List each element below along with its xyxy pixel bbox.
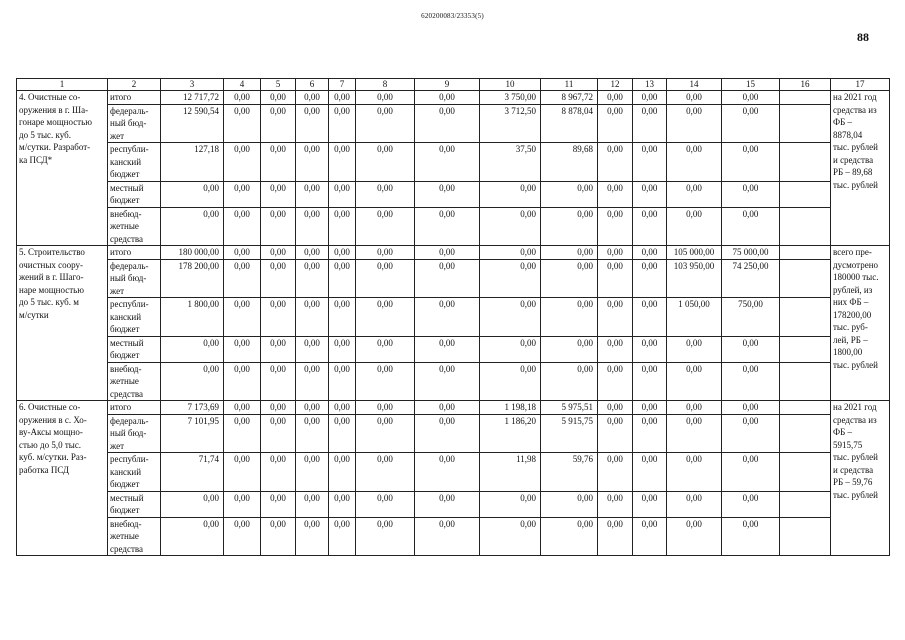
value-cell <box>780 336 831 362</box>
value-cell: 3 750,00 <box>480 91 541 105</box>
table-row <box>17 517 890 556</box>
table-row <box>17 414 890 453</box>
value-cell: 0,00 <box>161 517 224 556</box>
value-cell: 0,00 <box>598 401 633 415</box>
value-cell: 0,00 <box>722 336 780 362</box>
value-cell: 71,74 <box>161 453 224 492</box>
value-cell: 0,00 <box>296 259 329 298</box>
value-cell: 0,00 <box>329 401 356 415</box>
value-cell: 0,00 <box>296 246 329 260</box>
value-cell <box>780 453 831 492</box>
value-cell <box>780 259 831 298</box>
value-cell: 0,00 <box>356 143 415 182</box>
value-cell <box>780 207 831 246</box>
value-cell: 0,00 <box>261 298 296 337</box>
value-cell: 1 800,00 <box>161 298 224 337</box>
value-cell <box>780 491 831 517</box>
value-cell: 7 101,95 <box>161 414 224 453</box>
object-name-cell: 5. Строительство очистных соору- жений в г. Шаго- наре мощностью до 5 тыс. куб. м м/сутки <box>17 246 108 401</box>
value-cell: 0,00 <box>415 207 480 246</box>
value-cell: 0,00 <box>598 181 633 207</box>
value-cell: 0,00 <box>667 336 722 362</box>
value-cell: 0,00 <box>356 91 415 105</box>
value-cell: 0,00 <box>329 259 356 298</box>
value-cell: 0,00 <box>541 246 598 260</box>
column-header-cell: 16 <box>780 79 831 91</box>
value-cell: 37,50 <box>480 143 541 182</box>
value-cell: 1 186,20 <box>480 414 541 453</box>
column-header-cell: 7 <box>329 79 356 91</box>
value-cell: 0,00 <box>261 336 296 362</box>
column-header-cell: 17 <box>831 79 890 91</box>
value-cell: 127,18 <box>161 143 224 182</box>
value-cell: 0,00 <box>415 259 480 298</box>
value-cell: 0,00 <box>356 246 415 260</box>
value-cell: 5 975,51 <box>541 401 598 415</box>
table-row <box>17 298 890 337</box>
value-cell: 0,00 <box>480 336 541 362</box>
budget-table <box>16 78 890 556</box>
value-cell: 0,00 <box>633 298 667 337</box>
value-cell: 0,00 <box>224 104 261 143</box>
table-row <box>17 181 890 207</box>
value-cell: 12 717,72 <box>161 91 224 105</box>
value-cell: 0,00 <box>667 91 722 105</box>
value-cell: 0,00 <box>598 491 633 517</box>
value-cell: 0,00 <box>415 517 480 556</box>
value-cell: 0,00 <box>541 298 598 337</box>
value-cell: 12 590,54 <box>161 104 224 143</box>
value-cell: 0,00 <box>161 336 224 362</box>
value-cell: 0,00 <box>633 336 667 362</box>
column-header-cell: 8 <box>356 79 415 91</box>
value-cell: 0,00 <box>415 246 480 260</box>
value-cell: 0,00 <box>296 401 329 415</box>
funding-source-cell: республи- канский бюджет <box>108 143 161 182</box>
value-cell: 0,00 <box>224 401 261 415</box>
value-cell: 0,00 <box>633 491 667 517</box>
value-cell: 0,00 <box>329 298 356 337</box>
value-cell: 0,00 <box>633 246 667 260</box>
value-cell: 0,00 <box>633 91 667 105</box>
value-cell: 59,76 <box>541 453 598 492</box>
table-row <box>17 259 890 298</box>
value-cell: 105 000,00 <box>667 246 722 260</box>
value-cell: 0,00 <box>329 91 356 105</box>
value-cell: 0,00 <box>667 517 722 556</box>
value-cell: 0,00 <box>261 91 296 105</box>
value-cell: 0,00 <box>356 336 415 362</box>
value-cell: 0,00 <box>224 336 261 362</box>
column-header-row <box>17 79 890 91</box>
value-cell: 0,00 <box>480 259 541 298</box>
value-cell: 0,00 <box>356 207 415 246</box>
funding-source-cell: итого <box>108 401 161 415</box>
value-cell: 0,00 <box>598 91 633 105</box>
funding-source-cell: местный бюджет <box>108 491 161 517</box>
value-cell <box>780 298 831 337</box>
value-cell: 0,00 <box>415 362 480 401</box>
value-cell: 0,00 <box>161 181 224 207</box>
value-cell: 0,00 <box>541 181 598 207</box>
funding-source-cell: итого <box>108 91 161 105</box>
funding-source-cell: внебюд- жетные средства <box>108 362 161 401</box>
value-cell: 0,00 <box>296 207 329 246</box>
value-cell: 0,00 <box>667 414 722 453</box>
value-cell: 1 198,18 <box>480 401 541 415</box>
value-cell <box>780 181 831 207</box>
value-cell: 103 950,00 <box>667 259 722 298</box>
value-cell: 7 173,69 <box>161 401 224 415</box>
value-cell: 0,00 <box>296 491 329 517</box>
value-cell: 0,00 <box>224 181 261 207</box>
page-number: 88 <box>857 30 869 44</box>
value-cell <box>780 517 831 556</box>
value-cell: 0,00 <box>224 143 261 182</box>
column-header-cell: 2 <box>108 79 161 91</box>
column-header-cell: 11 <box>541 79 598 91</box>
value-cell: 0,00 <box>598 362 633 401</box>
column-header-cell: 3 <box>161 79 224 91</box>
column-header-cell: 4 <box>224 79 261 91</box>
value-cell <box>780 401 831 415</box>
value-cell: 0,00 <box>224 259 261 298</box>
value-cell: 0,00 <box>329 246 356 260</box>
column-header-cell: 5 <box>261 79 296 91</box>
value-cell: 0,00 <box>541 259 598 298</box>
value-cell: 0,00 <box>667 401 722 415</box>
funding-source-cell: республи- канский бюджет <box>108 453 161 492</box>
value-cell: 3 712,50 <box>480 104 541 143</box>
value-cell: 0,00 <box>415 298 480 337</box>
column-header-cell: 14 <box>667 79 722 91</box>
value-cell: 74 250,00 <box>722 259 780 298</box>
value-cell: 0,00 <box>415 401 480 415</box>
value-cell: 0,00 <box>356 259 415 298</box>
value-cell: 0,00 <box>296 91 329 105</box>
value-cell: 0,00 <box>224 207 261 246</box>
value-cell: 0,00 <box>722 414 780 453</box>
value-cell: 0,00 <box>296 453 329 492</box>
value-cell: 0,00 <box>261 104 296 143</box>
value-cell: 0,00 <box>667 453 722 492</box>
value-cell: 0,00 <box>480 491 541 517</box>
value-cell: 0,00 <box>224 298 261 337</box>
value-cell: 0,00 <box>480 517 541 556</box>
value-cell: 0,00 <box>329 517 356 556</box>
funding-source-cell: внебюд- жетные средства <box>108 207 161 246</box>
value-cell: 0,00 <box>296 104 329 143</box>
value-cell: 0,00 <box>667 104 722 143</box>
column-header-cell: 6 <box>296 79 329 91</box>
value-cell: 0,00 <box>598 143 633 182</box>
value-cell: 0,00 <box>224 414 261 453</box>
value-cell: 0,00 <box>296 517 329 556</box>
value-cell: 0,00 <box>261 401 296 415</box>
value-cell: 0,00 <box>261 181 296 207</box>
funding-source-cell: федераль- ный бюд- жет <box>108 259 161 298</box>
column-header-cell: 10 <box>480 79 541 91</box>
table-row <box>17 246 890 260</box>
value-cell: 0,00 <box>415 181 480 207</box>
funding-source-cell: федераль- ный бюд- жет <box>108 104 161 143</box>
value-cell: 0,00 <box>480 298 541 337</box>
value-cell: 0,00 <box>598 517 633 556</box>
value-cell: 0,00 <box>633 104 667 143</box>
value-cell: 0,00 <box>224 453 261 492</box>
value-cell: 178 200,00 <box>161 259 224 298</box>
funding-source-cell: республи- канский бюджет <box>108 298 161 337</box>
value-cell: 0,00 <box>415 414 480 453</box>
value-cell: 0,00 <box>329 181 356 207</box>
value-cell: 0,00 <box>296 143 329 182</box>
value-cell: 0,00 <box>541 207 598 246</box>
value-cell <box>780 143 831 182</box>
value-cell: 0,00 <box>598 414 633 453</box>
value-cell: 0,00 <box>329 104 356 143</box>
document-id: 620200083/23353(5) <box>421 12 484 20</box>
value-cell: 0,00 <box>541 362 598 401</box>
object-name-cell: 6. Очистные со- оружения в с. Хо- ву-Аксы мощно- стью до 5,0 тыс. куб. м/сутки. Раз- работка ПСД <box>17 401 108 556</box>
value-cell: 0,00 <box>329 414 356 453</box>
value-cell: 0,00 <box>329 491 356 517</box>
value-cell: 0,00 <box>261 517 296 556</box>
value-cell: 0,00 <box>722 104 780 143</box>
value-cell: 89,68 <box>541 143 598 182</box>
value-cell: 0,00 <box>415 491 480 517</box>
value-cell: 0,00 <box>480 246 541 260</box>
value-cell: 0,00 <box>415 453 480 492</box>
value-cell: 0,00 <box>480 362 541 401</box>
value-cell: 0,00 <box>296 336 329 362</box>
value-cell <box>780 91 831 105</box>
table-row <box>17 401 890 415</box>
value-cell: 1 050,00 <box>667 298 722 337</box>
value-cell: 0,00 <box>356 104 415 143</box>
value-cell: 0,00 <box>722 207 780 246</box>
table-row <box>17 336 890 362</box>
value-cell: 0,00 <box>296 181 329 207</box>
value-cell: 0,00 <box>667 491 722 517</box>
column-header-cell: 12 <box>598 79 633 91</box>
value-cell: 0,00 <box>296 298 329 337</box>
value-cell: 0,00 <box>598 104 633 143</box>
value-cell: 0,00 <box>598 453 633 492</box>
funding-source-cell: местный бюджет <box>108 181 161 207</box>
value-cell: 0,00 <box>415 143 480 182</box>
value-cell: 0,00 <box>667 207 722 246</box>
value-cell: 0,00 <box>722 143 780 182</box>
value-cell: 0,00 <box>722 181 780 207</box>
value-cell: 0,00 <box>722 517 780 556</box>
value-cell: 11,98 <box>480 453 541 492</box>
value-cell: 0,00 <box>224 246 261 260</box>
funding-source-cell: итого <box>108 246 161 260</box>
table-row <box>17 453 890 492</box>
value-cell: 0,00 <box>261 207 296 246</box>
value-cell: 0,00 <box>224 517 261 556</box>
value-cell: 0,00 <box>329 336 356 362</box>
table-row <box>17 207 890 246</box>
value-cell: 0,00 <box>356 401 415 415</box>
value-cell: 0,00 <box>161 362 224 401</box>
value-cell: 0,00 <box>261 143 296 182</box>
value-cell: 0,00 <box>598 336 633 362</box>
value-cell: 0,00 <box>633 143 667 182</box>
value-cell: 0,00 <box>541 491 598 517</box>
value-cell: 0,00 <box>356 362 415 401</box>
value-cell: 750,00 <box>722 298 780 337</box>
value-cell: 5 915,75 <box>541 414 598 453</box>
value-cell: 0,00 <box>261 246 296 260</box>
value-cell: 0,00 <box>224 491 261 517</box>
value-cell: 0,00 <box>261 414 296 453</box>
value-cell: 0,00 <box>598 259 633 298</box>
note-cell: всего пре- дусмотрено 180000 тыс. рублей, из них ФБ – 178200,00 тыс. руб- лей, РБ – 1800,00 тыс. рублей <box>831 246 890 401</box>
value-cell: 0,00 <box>356 491 415 517</box>
value-cell: 0,00 <box>722 453 780 492</box>
value-cell: 0,00 <box>633 453 667 492</box>
value-cell: 0,00 <box>541 336 598 362</box>
value-cell: 0,00 <box>667 362 722 401</box>
value-cell: 0,00 <box>541 517 598 556</box>
value-cell <box>780 246 831 260</box>
column-header-cell: 13 <box>633 79 667 91</box>
column-header-cell: 9 <box>415 79 480 91</box>
value-cell: 8 878,04 <box>541 104 598 143</box>
value-cell: 0,00 <box>633 259 667 298</box>
value-cell: 0,00 <box>224 362 261 401</box>
value-cell: 8 967,72 <box>541 91 598 105</box>
table-row <box>17 491 890 517</box>
value-cell: 0,00 <box>633 207 667 246</box>
value-cell: 0,00 <box>722 401 780 415</box>
column-header-cell: 15 <box>722 79 780 91</box>
value-cell: 0,00 <box>261 362 296 401</box>
value-cell: 0,00 <box>356 453 415 492</box>
value-cell: 0,00 <box>598 298 633 337</box>
value-cell: 0,00 <box>667 143 722 182</box>
value-cell: 0,00 <box>722 91 780 105</box>
value-cell: 0,00 <box>415 336 480 362</box>
value-cell <box>780 362 831 401</box>
value-cell: 0,00 <box>722 362 780 401</box>
value-cell: 0,00 <box>261 453 296 492</box>
value-cell: 0,00 <box>633 414 667 453</box>
value-cell: 0,00 <box>224 91 261 105</box>
value-cell: 75 000,00 <box>722 246 780 260</box>
value-cell: 0,00 <box>261 259 296 298</box>
table-row <box>17 143 890 182</box>
value-cell: 0,00 <box>667 181 722 207</box>
value-cell: 0,00 <box>598 207 633 246</box>
value-cell <box>780 104 831 143</box>
column-header-cell: 1 <box>17 79 108 91</box>
funding-source-cell: федераль- ный бюд- жет <box>108 414 161 453</box>
value-cell: 0,00 <box>261 491 296 517</box>
value-cell: 0,00 <box>356 181 415 207</box>
value-cell: 0,00 <box>415 104 480 143</box>
value-cell: 0,00 <box>161 207 224 246</box>
value-cell: 0,00 <box>356 414 415 453</box>
table-row <box>17 91 890 105</box>
value-cell: 0,00 <box>633 401 667 415</box>
value-cell: 0,00 <box>633 181 667 207</box>
value-cell: 0,00 <box>598 246 633 260</box>
value-cell: 0,00 <box>722 491 780 517</box>
value-cell: 180 000,00 <box>161 246 224 260</box>
object-name-cell: 4. Очистные со- оружения в г. Ша- гонаре мощностью до 5 тыс. куб. м/сутки. Разработ- ка ПСД* <box>17 91 108 246</box>
value-cell: 0,00 <box>356 298 415 337</box>
value-cell: 0,00 <box>356 517 415 556</box>
value-cell: 0,00 <box>329 362 356 401</box>
value-cell: 0,00 <box>161 491 224 517</box>
value-cell: 0,00 <box>296 414 329 453</box>
funding-source-cell: внебюд- жетные средства <box>108 517 161 556</box>
table-row <box>17 104 890 143</box>
value-cell: 0,00 <box>633 362 667 401</box>
value-cell <box>780 414 831 453</box>
value-cell: 0,00 <box>329 453 356 492</box>
value-cell: 0,00 <box>480 181 541 207</box>
value-cell: 0,00 <box>329 143 356 182</box>
note-cell: на 2021 год средства из ФБ – 5915,75 тыс. рублей и средства РБ – 59,76 тыс. рублей <box>831 401 890 556</box>
table-row <box>17 362 890 401</box>
value-cell: 0,00 <box>415 91 480 105</box>
note-cell: на 2021 год средства из ФБ – 8878,04 тыс. рублей и средства РБ – 89,68 тыс. рублей <box>831 91 890 246</box>
value-cell: 0,00 <box>329 207 356 246</box>
funding-source-cell: местный бюджет <box>108 336 161 362</box>
value-cell: 0,00 <box>480 207 541 246</box>
value-cell: 0,00 <box>296 362 329 401</box>
value-cell: 0,00 <box>633 517 667 556</box>
